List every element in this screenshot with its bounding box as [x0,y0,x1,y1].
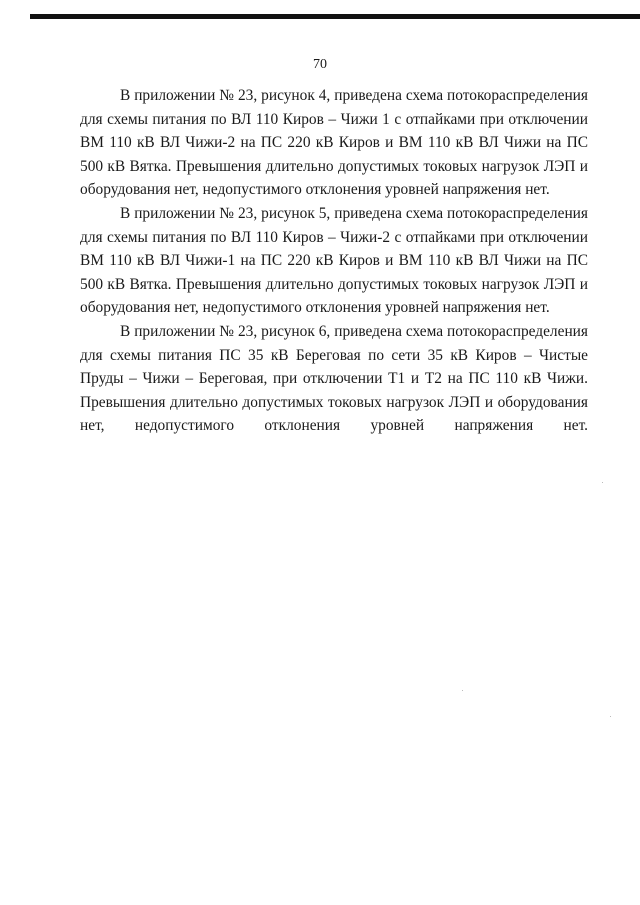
page-number: 70 [313,57,327,72]
paragraph-figure-5: В приложении № 23, рисунок 5, приведена схема потокораспределения для схемы питания по ВЛ 110 Киров – Чижи-2 с отпайками при отключении ВМ 110 кВ ВЛ Чижи-1 на ПС 220 кВ Киров и ВМ 110 кВ ВЛ Чижи на ПС 500 кВ Вятка. Превышения длительно допустимых токовых нагрузок ЛЭП и оборудования нет, недопустимого отклонения уровней напряжения нет. [80,204,588,317]
page-body [80,84,588,438]
top-border-rule [30,14,640,19]
paragraph-figure-4: В приложении № 23, рисунок 4, приведена схема потокораспределения для схемы питания по ВЛ 110 Киров – Чижи 1 с отпайками при отключении ВМ 110 кВ ВЛ Чижи-2 на ПС 220 кВ Киров и ВМ 110 кВ ВЛ Чижи на ПС 500 кВ Вятка. Превышения длительно допустимых токовых нагрузок ЛЭП и оборудования нет, недопустимого отклонения уровней напряжения нет. [80,87,588,199]
scan-speck [462,690,463,691]
scan-speck [610,716,611,717]
paragraph-figure-6: В приложении № 23, рисунок 6, приведена схема потокораспределения для схемы питания ПС 35 кВ Береговая по сети 35 кВ Киров – Чистые Пруды – Чижи – Береговая, при отключении Т1 и Т2 на ПС 110 кВ Чижи. Превышения длительно допустимых токовых нагрузок ЛЭП и оборудования нет, недопустимого отклонения уровней напряжения нет. [80,322,588,435]
scan-speck [602,482,603,483]
